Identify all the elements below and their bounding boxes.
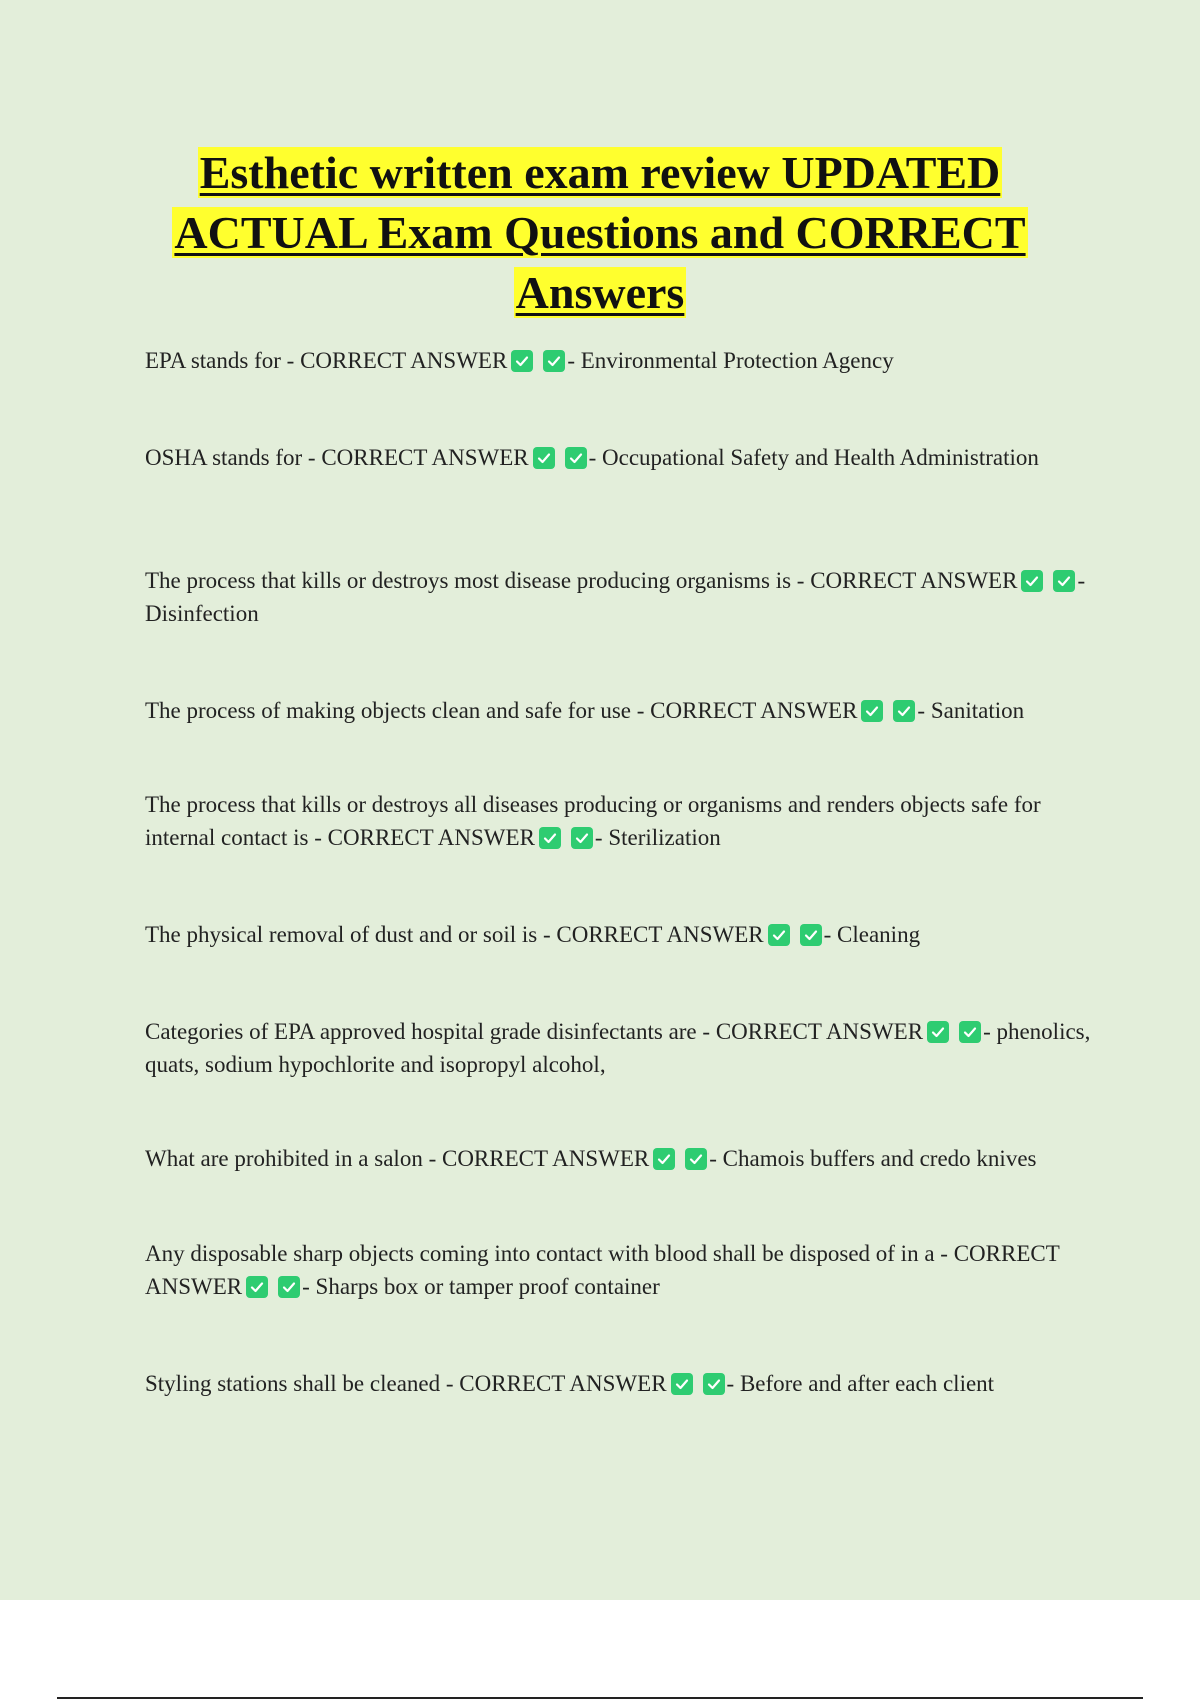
question-text: Categories of EPA approved hospital grade disinfectants are - xyxy=(145,1019,716,1044)
checkmark-icon xyxy=(278,1276,300,1298)
checkmark-icon xyxy=(685,1148,707,1170)
answer-text: - Environmental Protection Agency xyxy=(567,348,894,373)
question-text: The process of making objects clean and safe for use - xyxy=(145,698,651,723)
checkmark-icon xyxy=(543,350,565,372)
answer-marker: CORRECT ANSWER xyxy=(715,1019,924,1044)
checkmark-icon xyxy=(653,1148,675,1170)
title-line-2: ACTUAL Exam Questions and CORRECT xyxy=(174,207,1026,258)
answer-text: - phenolics, quats, sodium hypochlorite and isopropyl alcohol, xyxy=(145,1019,1091,1077)
answer-text: - Cleaning xyxy=(823,922,921,947)
qa-item xyxy=(145,918,1095,951)
checkmark-icon xyxy=(893,700,915,722)
checkmark-icon xyxy=(671,1373,693,1395)
checkmark-icon xyxy=(927,1021,949,1043)
question-text: Any disposable sharp objects coming into contact with blood shall be disposed of in a - xyxy=(145,1241,954,1266)
question-text: EPA stands for - xyxy=(145,348,301,373)
answer-marker: CORRECT ANSWER xyxy=(556,922,764,947)
answer-marker: CORRECT ANSWER xyxy=(810,568,1018,593)
checkmark-icon xyxy=(1053,570,1075,592)
answer-marker: CORRECT ANSWER xyxy=(441,1146,650,1171)
checkmark-icon xyxy=(768,924,790,946)
title-line-3: Answers xyxy=(515,267,685,318)
document-title xyxy=(100,143,1100,323)
checkmark-icon xyxy=(539,827,561,849)
qa-item xyxy=(145,564,1095,630)
answer-marker: CORRECT ANSWER xyxy=(300,348,508,373)
qa-item xyxy=(145,788,1095,854)
answer-text: - Sterilization xyxy=(594,825,721,850)
checkmark-icon xyxy=(533,447,555,469)
answer-text: - Before and after each client xyxy=(726,1371,995,1396)
checkmark-icon xyxy=(571,827,593,849)
question-text: The process that kills or destroys all diseases producing or organisms and renders objects safe for internal contact is - xyxy=(145,792,1041,850)
answer-text: - Sanitation xyxy=(917,698,1025,723)
question-text: The physical removal of dust and or soil is - xyxy=(145,922,557,947)
answer-marker: CORRECT ANSWER xyxy=(459,1371,667,1396)
page-divider xyxy=(57,1697,1143,1699)
question-text: What are prohibited in a salon - xyxy=(145,1146,442,1171)
checkmark-icon xyxy=(565,447,587,469)
checkmark-icon xyxy=(1021,570,1043,592)
checkmark-icon xyxy=(959,1021,981,1043)
answer-text: - Sharps box or tamper proof container xyxy=(302,1274,660,1299)
qa-item xyxy=(145,694,1095,727)
answer-marker: CORRECT ANSWER xyxy=(321,445,529,470)
answer-marker: CORRECT ANSWER xyxy=(650,698,858,723)
qa-item xyxy=(145,1015,1095,1081)
answer-text: - Chamois buffers and credo knives xyxy=(709,1146,1037,1171)
qa-item xyxy=(145,344,1095,377)
checkmark-icon xyxy=(246,1276,268,1298)
qa-item xyxy=(145,1367,1095,1400)
answer-marker: CORRECT ANSWER xyxy=(327,825,535,850)
answer-text: - Occupational Safety and Health Administration xyxy=(588,445,1039,470)
qa-item xyxy=(145,1142,1095,1175)
checkmark-icon xyxy=(800,924,822,946)
qa-item xyxy=(145,441,1095,474)
qa-item xyxy=(145,1237,1095,1303)
answer-text: - Disinfection xyxy=(145,568,1086,626)
checkmark-icon xyxy=(861,700,883,722)
title-line-1: Esthetic written exam review UPDATED xyxy=(199,147,1001,198)
question-text: Styling stations shall be cleaned - xyxy=(145,1371,460,1396)
question-text: OSHA stands for - xyxy=(145,445,322,470)
answer-marker: CORRECT ANSWER xyxy=(145,1241,1060,1299)
checkmark-icon xyxy=(703,1373,725,1395)
checkmark-icon xyxy=(511,350,533,372)
question-text: The process that kills or destroys most disease producing organisms is - xyxy=(145,568,811,593)
